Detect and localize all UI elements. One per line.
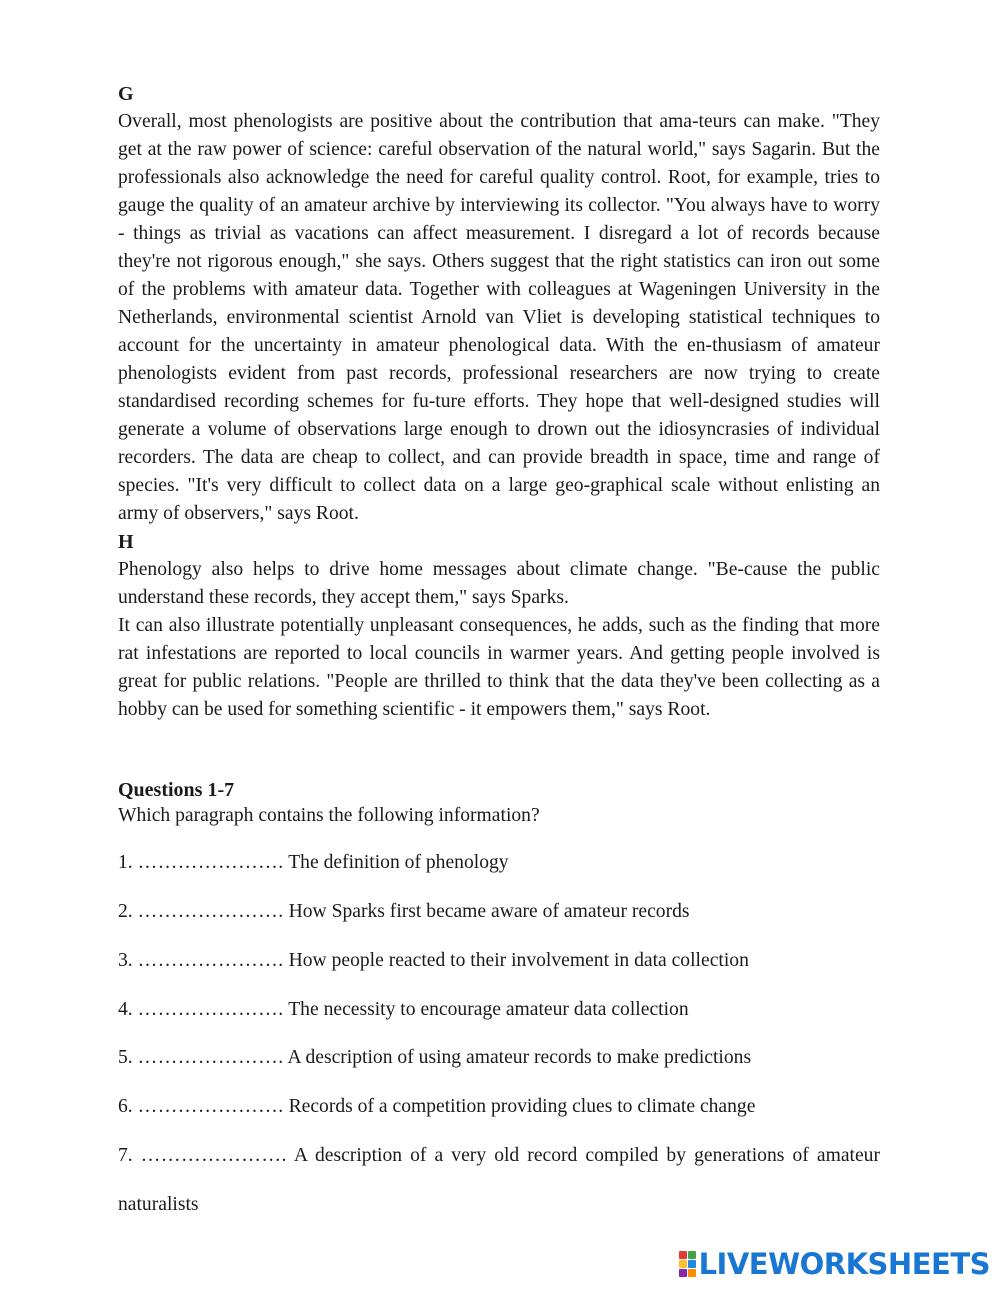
questions-header (118, 777, 880, 829)
question-number: 5. (118, 1047, 133, 1068)
logo-square (688, 1269, 696, 1277)
question-text-continuation: naturalists (118, 1194, 199, 1215)
answer-blank[interactable]: …………………. (137, 999, 284, 1020)
question-text: Records of a competition providing clues to climate change (288, 1096, 756, 1117)
logo-text: LIVEWORKSHEETS (698, 1247, 990, 1281)
questions-instruction: Which paragraph contains the following information? (118, 805, 540, 826)
question-text: How Sparks first became aware of amateur records (288, 901, 690, 922)
logo-square (679, 1260, 687, 1268)
question-number: 1. (118, 852, 133, 873)
paragraph-letter-h: H (118, 531, 134, 553)
answer-blank[interactable]: …………………. (137, 1096, 284, 1117)
question-text: The necessity to encourage amateur data collection (288, 999, 689, 1020)
reading-passage (118, 80, 880, 724)
question-number: 6. (118, 1096, 133, 1117)
answer-blank[interactable]: …………………. (137, 1047, 284, 1068)
question-item (118, 1093, 755, 1121)
logo-square (688, 1251, 696, 1259)
question-text: How people reacted to their involvement in data collection (288, 950, 749, 971)
paragraph-g-text: Overall, most phenologists are positive about the contribution that ama-teurs can make. "They get at the raw power of science: careful observation of the natural world," says Sagarin. But the professionals also acknowledge the need for careful quality control. Root, for example, tries to gauge the quality of an amateur archive by interviewing its collector. "You always have to worry - things as trivial as vacations can affect measurement. I disregard a lot of records because they're not rigorous enough," she says. Others suggest that the right statistics can iron out some of the problems with amateur data. Together with colleagues at Wageningen University in the Netherlands, environmental scientist Arnold van Vliet is developing statistical techniques to account for the uncertainty in amateur phenological data. With the en-thusiasm of amateur phenologists evident from past records, professional researchers are now trying to create standardised recording schemes for fu-ture efforts. They hope that well-designed studies will generate a volume of observations large enough to drown out the idiosyncrasies of individual recorders. The data are cheap to collect, and can provide breadth in space, time and range of species. "It's very difficult to collect data on a large geo-graphical scale without enlisting an army of observers," says Root. (118, 111, 880, 524)
question-item (118, 1142, 880, 1170)
question-number: 7. (118, 1145, 133, 1166)
question-text: The definition of phenology (288, 852, 509, 873)
question-item (118, 849, 509, 877)
questions-heading: Questions 1-7 (118, 779, 235, 801)
answer-blank[interactable]: …………………. (137, 901, 284, 922)
logo-square (679, 1269, 687, 1277)
question-item (118, 947, 749, 975)
liveworksheets-logo[interactable] (679, 1249, 990, 1279)
logo-square (679, 1251, 687, 1259)
paragraph-letter-g: G (118, 83, 134, 105)
logo-square (688, 1260, 696, 1268)
paragraph-h-text-2: It can also illustrate potentially unpleasant consequences, he adds, such as the finding that more rat infestations are reported to local councils in warmer years. And getting people involved is great for public relations. "People are thrilled to think that the data they've been collecting as a hobby can be used for something scientific - it empowers them," says Root. (118, 615, 880, 720)
question-item (118, 996, 689, 1024)
liveworksheets-icon (679, 1251, 696, 1277)
question-item (118, 1044, 751, 1072)
question-number: 3. (118, 950, 133, 971)
question-text: A description of using amateur records to make predictions (287, 1047, 752, 1068)
answer-blank[interactable]: …………………. (140, 1145, 287, 1166)
question-number: 4. (118, 999, 133, 1020)
question-number: 2. (118, 901, 133, 922)
answer-blank[interactable]: …………………. (137, 950, 284, 971)
question-item (118, 898, 690, 926)
question-text: A description of a very old record compiled by generations of amateur (293, 1145, 880, 1166)
answer-blank[interactable]: …………………. (137, 852, 284, 873)
paragraph-h-text-1: Phenology also helps to drive home messages about climate change. "Be-cause the public understand these records, they accept them," says Sparks. (118, 559, 880, 608)
